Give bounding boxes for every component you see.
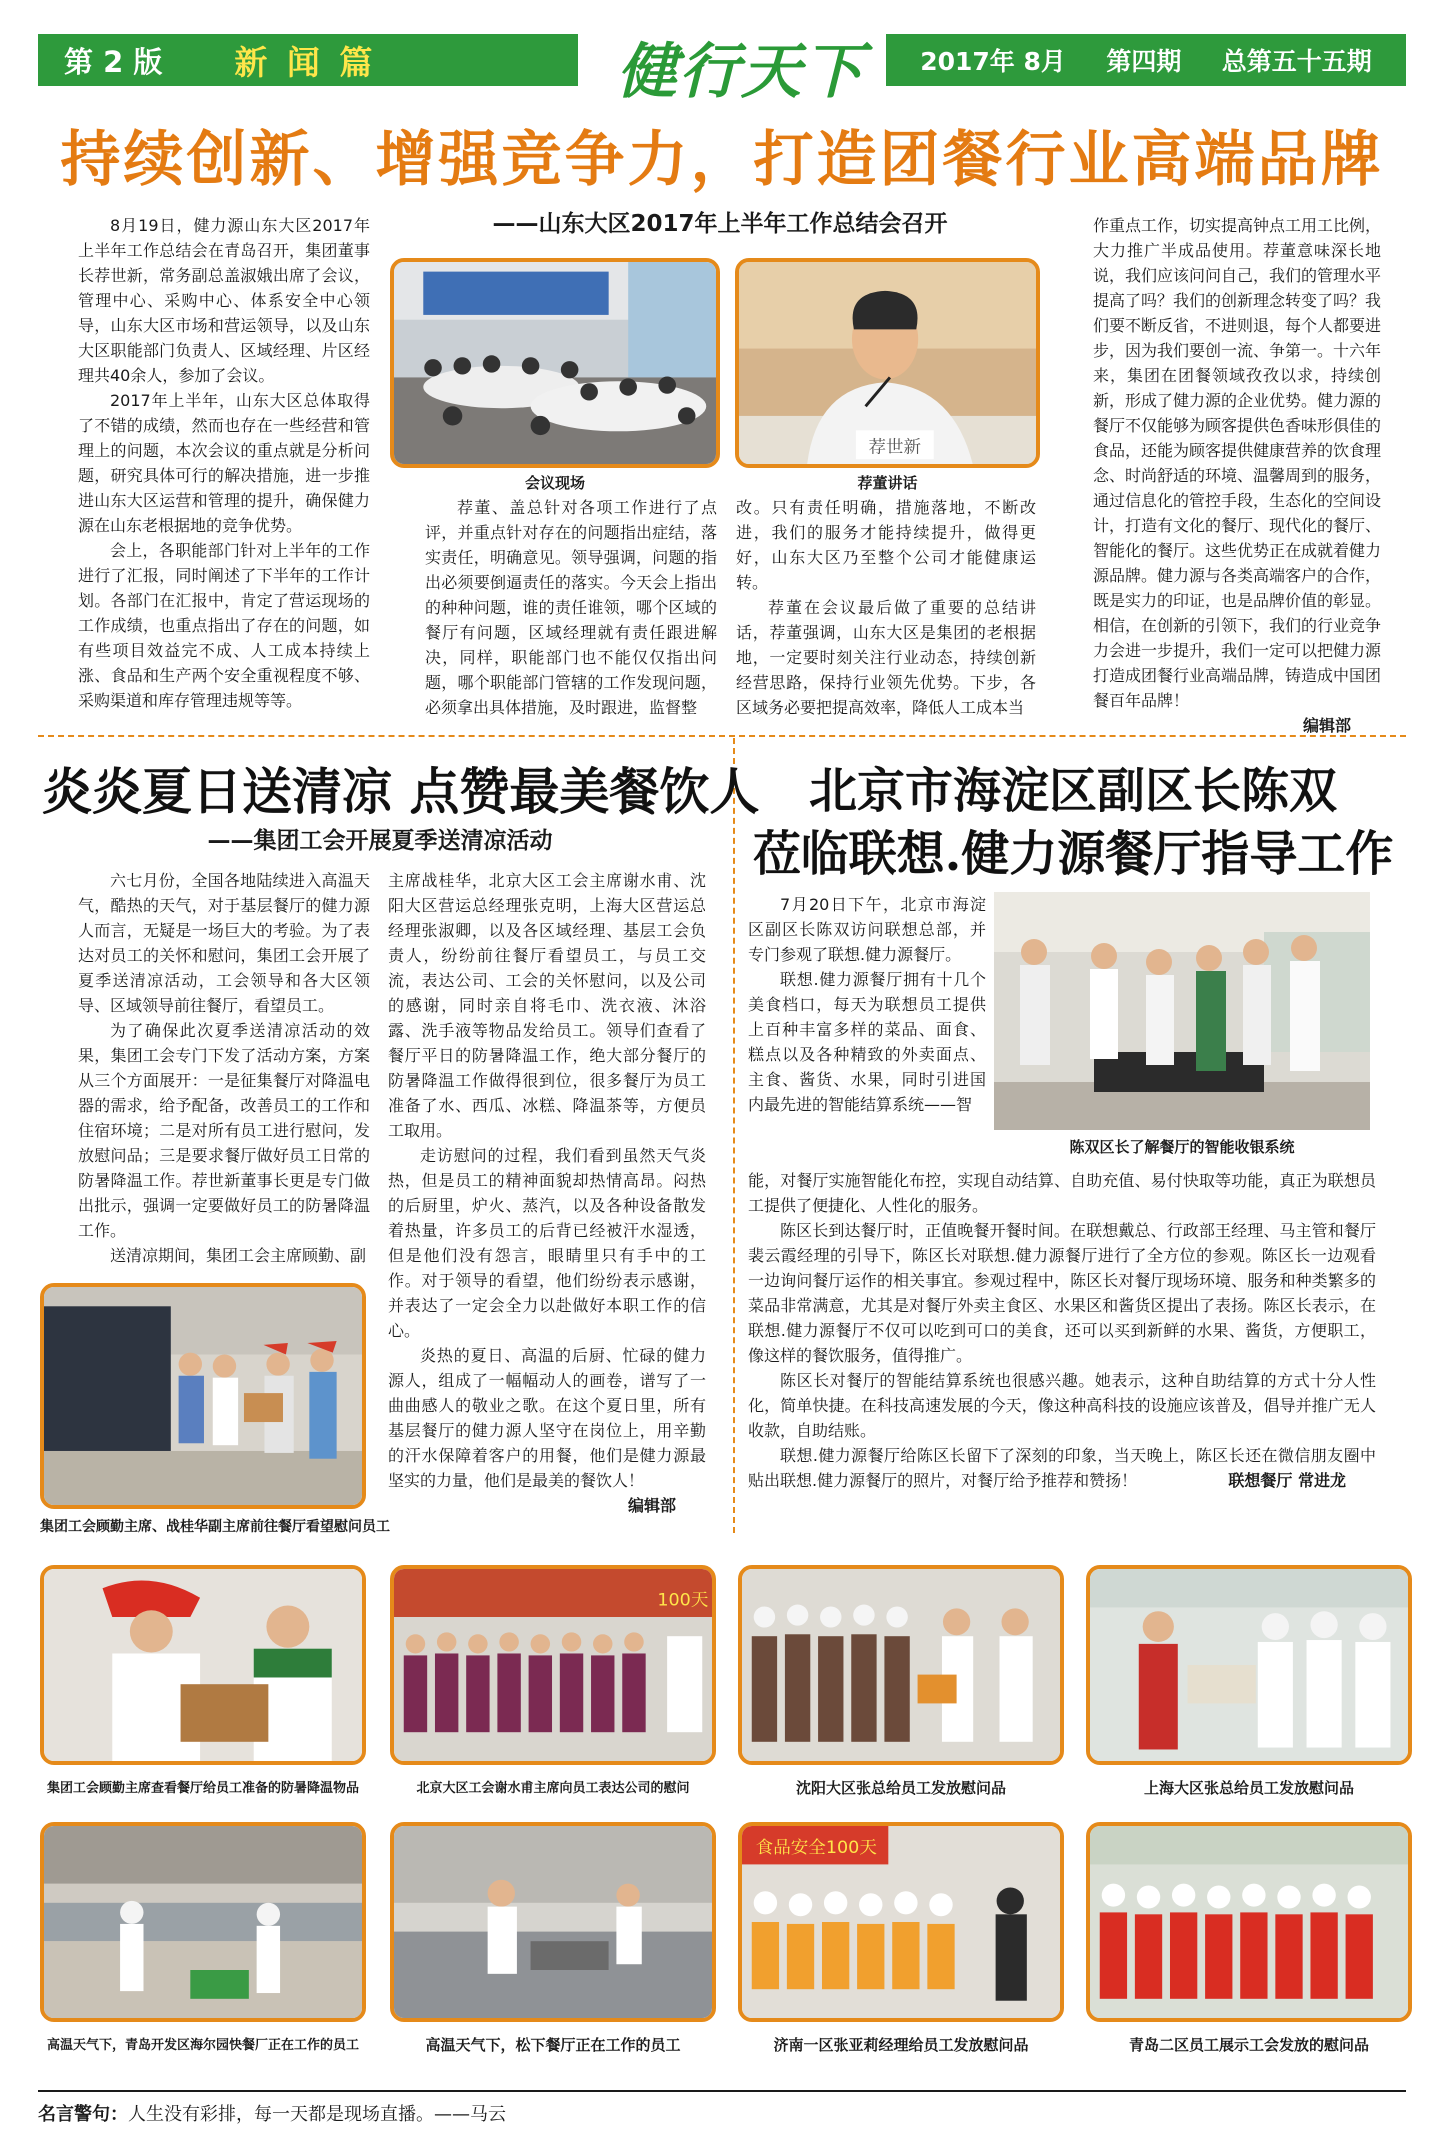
- masthead: [38, 30, 1406, 107]
- article3-paragraph: 陈区长对餐厅的智能结算系统也很感兴趣。她表示，这种自助结算的方式十分人性化，简单快捷。在科技高速发展的今天，像这种高科技的设施应该普及，倡导并推广无人收款，自助结账。: [748, 1371, 1376, 1440]
- photo-meeting-room: [390, 258, 720, 468]
- article3-paragraph: 联想.健力源餐厅拥有十几个美食档口，每天为联想员工提供上百种丰富多样的菜品、面食、糕点以及各种精致的外卖面点、主食、酱货、水果，同时引进国内最先进的智能结算系统——智: [748, 970, 986, 1114]
- article2-subhead: ——集团工会开展夏季送清凉活动: [207, 828, 553, 854]
- section-name: 新 闻 篇: [234, 42, 377, 82]
- article1-paragraph: 荐董在会议最后做了重要的总结讲话，荐董强调，山东大区是集团的老根据地，一定要时刻关注行业动态，持续创新经营思路，保持行业领先优势。下步，各区域务必要把提高效率，降低人工成本当: [736, 598, 1036, 717]
- gallery-caption-8: 青岛二区员工展示工会发放的慰问品: [1128, 2036, 1369, 2054]
- article2-column-2: [388, 868, 706, 1518]
- photo-union-visit: [40, 1283, 366, 1509]
- photo-caption-union-visit: 集团工会顾勤主席、战桂华副主席前往餐厅看望慰问员工: [40, 1519, 390, 1535]
- article3-paragraph: 陈区长到达餐厅时，正值晚餐开餐时间。在联想戴总、行政部王经理、马主管和餐厅裴云霞经理的引导下，陈区长对联想.健力源餐厅进行了全方位的参观。陈区长一边观看一边询问餐厅运作的相关事宜。参观过程中，陈区长对餐厅现场环境、服务和种类繁多的菜品非常满意，尤其是对餐厅外卖主食区、水果区和酱货区提出了表扬。陈区长表示，在联想.健力源餐厅不仅可以吃到可口的美食，还可以买到新鲜的水果、酱货，方便职工，像这样的餐饮服务，值得推广。: [748, 1221, 1376, 1365]
- article1-column-2: [425, 495, 717, 720]
- article3-headline-line1: 北京市海淀区副区长陈双: [808, 763, 1337, 819]
- photo-chairman-speech: [735, 258, 1040, 468]
- article1-column-3: [736, 495, 1036, 720]
- gallery-photo-8: [1086, 1822, 1412, 2022]
- article3-paragraph: 联想.健力源餐厅给陈区长留下了深刻的印象，当天晚上，陈区长还在微信朋友圈中贴出联想.健力源餐厅的照片，对餐厅给予推荐和赞扬！: [748, 1446, 1376, 1490]
- article1-paragraph: 荐董、盖总针对各项工作进行了点评，并重点针对存在的问题指出症结，落实责任，明确意见。领导强调，问题的指出必须要倒逼责任的落实。今天会上指出的种种问题，谁的责任谁领，哪个区域的餐厅有问题，区域经理就有责任跟进解决，同样，职能部门也不能仅仅指出问题，哪个职能部门管辖的工作发现问题，必须拿出具体措施，及时跟进，监督整: [425, 498, 717, 717]
- photo-deputy-mayor: [994, 892, 1370, 1130]
- article1-paragraph: 会上，各职能部门针对上半年的工作进行了汇报，同时阐述了下半年的工作计划。各部门在汇报中，肯定了营运现场的工作成绩，也重点指出了存在的问题，如有些项目效益完不成、人工成本持续上涨、食品和生产两个安全重视程度不够、采购渠道和库存管理违规等等。: [78, 541, 370, 710]
- article1-column-4: [1093, 213, 1381, 738]
- issue-number: 第四期: [1106, 47, 1182, 76]
- photo-caption-meeting: 会议现场: [524, 474, 585, 492]
- article3-paragraph: 7月20日下午，北京市海淀区副区长陈双访问联想总部，并专门参观了联想.健力源餐厅。: [748, 895, 986, 964]
- gallery-photo-4: [1086, 1565, 1412, 1765]
- article2-paragraph: 炎热的夏日、高温的后厨、忙碌的健力源人，组成了一幅幅动人的画卷，谱写了一曲曲感人的敬业之歌。在这个夏日里，所有基层餐厅的健力源人坚守在岗位上，用辛勤的汗水保障着客户的用餐，他们是健力源最坚实的力量，他们是最美的餐饮人！: [388, 1346, 706, 1490]
- article1-subhead: ——山东大区2017年上半年工作总结会召开: [492, 211, 948, 237]
- article3-paragraph: 能，对餐厅实施智能化布控，实现自动结算、自助充值、易付快取等功能，真正为联想员工提供了便捷化、人性化的服务。: [748, 1171, 1376, 1215]
- gallery-caption-4: 上海大区张总给员工发放慰问品: [1143, 1779, 1354, 1797]
- article1-column-1: [78, 213, 370, 713]
- article1-paragraph: 改。只有责任明确，措施落地，不断改进，我们的服务才能持续提升，做得更好，山东大区乃至整个公司才能健康运转。: [736, 498, 1036, 592]
- article1-paragraph: 8月19日，健力源山东大区2017年上半年工作总结会在青岛召开，集团董事长荐世新，常务副总盖淑娥出席了会议，管理中心、采购中心、体系安全中心领导，山东大区市场和营运领导，以及山东大区职能部门负责人、区域经理、片区经理共40余人，参加了会议。: [78, 216, 370, 385]
- gallery-photo-3: [738, 1565, 1064, 1765]
- gallery-photo-1: [40, 1565, 366, 1765]
- article2-headline: 炎炎夏日送清凉 点赞最美餐饮人: [42, 762, 760, 821]
- gallery-photo-6: [390, 1822, 716, 2022]
- article2-signature: 编辑部: [627, 1496, 676, 1515]
- section-divider: [38, 735, 1406, 737]
- article3-column-intro: [748, 892, 986, 1117]
- gallery-sign-text: 100天: [657, 1590, 709, 1611]
- article1-paragraph: 2017年上半年，山东大区总体取得了不错的成绩，然而也存在一些经营和管理上的问题，本次会议的重点就是分析问题，研究具体可行的解决措施，进一步推进山东大区运营和管理的提升，确保健力源在山东老根据地的竞争优势。: [78, 391, 370, 535]
- edition-number: 第 2 版: [64, 44, 163, 79]
- article3-signature: 联想餐厅 常进龙: [1228, 1471, 1346, 1490]
- gallery-photo-2: [390, 1565, 716, 1765]
- gallery-photo-5: [40, 1822, 366, 2022]
- article2-paragraph: 送清凉期间，集团工会主席顾勤、副: [110, 1246, 367, 1265]
- article2-column-1: [78, 868, 370, 1268]
- article3-column-body: [748, 1168, 1376, 1493]
- gallery-caption-6: 高温天气下，松下餐厅正在工作的员工: [425, 2036, 681, 2054]
- column-divider: [733, 738, 735, 1533]
- footer-quote-text: 人生没有彩排，每一天都是现场直播。——马云: [128, 2104, 506, 2125]
- gallery-photo-7: [738, 1822, 1064, 2022]
- article3-headline-line2: 莅临联想.健力源餐厅指导工作: [752, 826, 1394, 882]
- total-issue-number: 总第五十五期: [1221, 47, 1372, 76]
- article1-signature: 编辑部: [1302, 716, 1351, 735]
- speech-nameplate-text: 荐世新: [868, 437, 922, 458]
- article2-paragraph: 为了确保此次夏季送清凉活动的效果，集团工会专门下发了活动方案，方案从三个方面展开：一是征集餐厅对降温电器的需求，给予配备，改善员工的工作和住宿环境；二是对所有员工进行慰问，发放慰问品；三是要求餐厅做好员工日常的防暑降温工作。荐世新董事长更是专门做出批示，强调一定要做好员工的防暑降温工作。: [78, 1021, 370, 1240]
- article1-paragraph: 作重点工作，切实提高钟点工用工比例，大力推广半成品使用。荐董意味深长地说，我们应该问问自己，我们的管理水平提高了吗？我们的创新理念转变了吗？我们要不断反省，不进则退，每个人都要进步，因为我们要创一流、争第一。十六年来，集团在团餐领域孜孜以求，持续创新，形成了健力源的企业优势。健力源的餐厅不仅能够为顾客提供色香味形俱佳的食品，还能为顾客提供健康营养的饮食理念、时尚舒适的环境、温馨周到的服务，通过信息化的管控手段，生态化的空间设计，打造有文化的餐厅、现代化的餐厅、智能化的餐厅。这些优势正在成就着健力源品牌。健力源与各类高端客户的合作，既是实力的印证，也是品牌价值的彰显。相信，在创新的引领下，我们的行业竞争力会进一步提升，我们一定可以把健力源打造成团餐行业高端品牌，铸造成中国团餐百年品牌！: [1093, 216, 1382, 710]
- issue-date: 2017年 8月: [920, 47, 1066, 76]
- newspaper-logo: 健行天下: [617, 37, 865, 107]
- gallery-caption-3: 沈阳大区张总给员工发放慰问品: [795, 1779, 1006, 1797]
- photo-caption-deputy-mayor: 陈双区长了解餐厅的智能收银系统: [1069, 1138, 1295, 1156]
- gallery-caption-2: 北京大区工会谢水甫主席向员工表达公司的慰问: [416, 1781, 690, 1796]
- gallery-caption-1: 集团工会顾勤主席查看餐厅给员工准备的防暑降温物品: [46, 1781, 359, 1796]
- masthead-right-bar: [886, 34, 1406, 86]
- article2-paragraph: 六七月份，全国各地陆续进入高温天气，酷热的天气，对于基层餐厅的健力源人而言，无疑是一场巨大的考验。为了表达对员工的关怀和慰问，集团工会开展了夏季送清凉活动，工会领导和各大区领导、区域领导前往餐厅，看望员工。: [78, 871, 370, 1015]
- gallery-sign-text-food-safety: 食品安全100天: [755, 1838, 877, 1858]
- article2-paragraph: 走访慰问的过程，我们看到虽然天气炎热，但是员工的精神面貌却热情高昂。闷热的后厨里，炉火、蒸汽，以及各种设备散发着热量，许多员工的后背已经被汗水湿透，但是他们没有怨言，眼睛里只有手中的工作。对于领导的看望，他们纷纷表示感谢，并表达了一定会全力以赴做好本职工作的信心。: [388, 1146, 706, 1340]
- article1-headline: 持续创新、增强竞争力，打造团餐行业高端品牌: [60, 125, 1384, 195]
- article2-paragraph: 主席战桂华，北京大区工会主席谢水甫、沈阳大区营运总经理张克明，上海大区营运总经理张淑卿，以及各区域经理、基层工会负责人，纷纷前往餐厅看望员工，与员工交流，表达公司、工会的关怀慰问，以及公司的感谢，同时亲自将毛巾、洗衣液、沐浴露、洗手液等物品发给员工。领导们查看了餐厅平日的防暑降温工作，绝大部分餐厅的防暑降温工作做得很到位，很多餐厅为员工准备了水、西瓜、冰糕、降温茶等，方便员工取用。: [388, 871, 706, 1140]
- gallery-caption-7: 济南一区张亚莉经理给员工发放慰问品: [773, 2036, 1029, 2054]
- footer-quote: [38, 2090, 1406, 2126]
- footer-label: 名言警句：: [38, 2104, 128, 2125]
- gallery-caption-5: 高温天气下，青岛开发区海尔园快餐厂正在工作的员工: [46, 2038, 359, 2053]
- masthead-left-bar: [38, 34, 578, 86]
- photo-caption-chairman: 荐董讲话: [857, 474, 918, 492]
